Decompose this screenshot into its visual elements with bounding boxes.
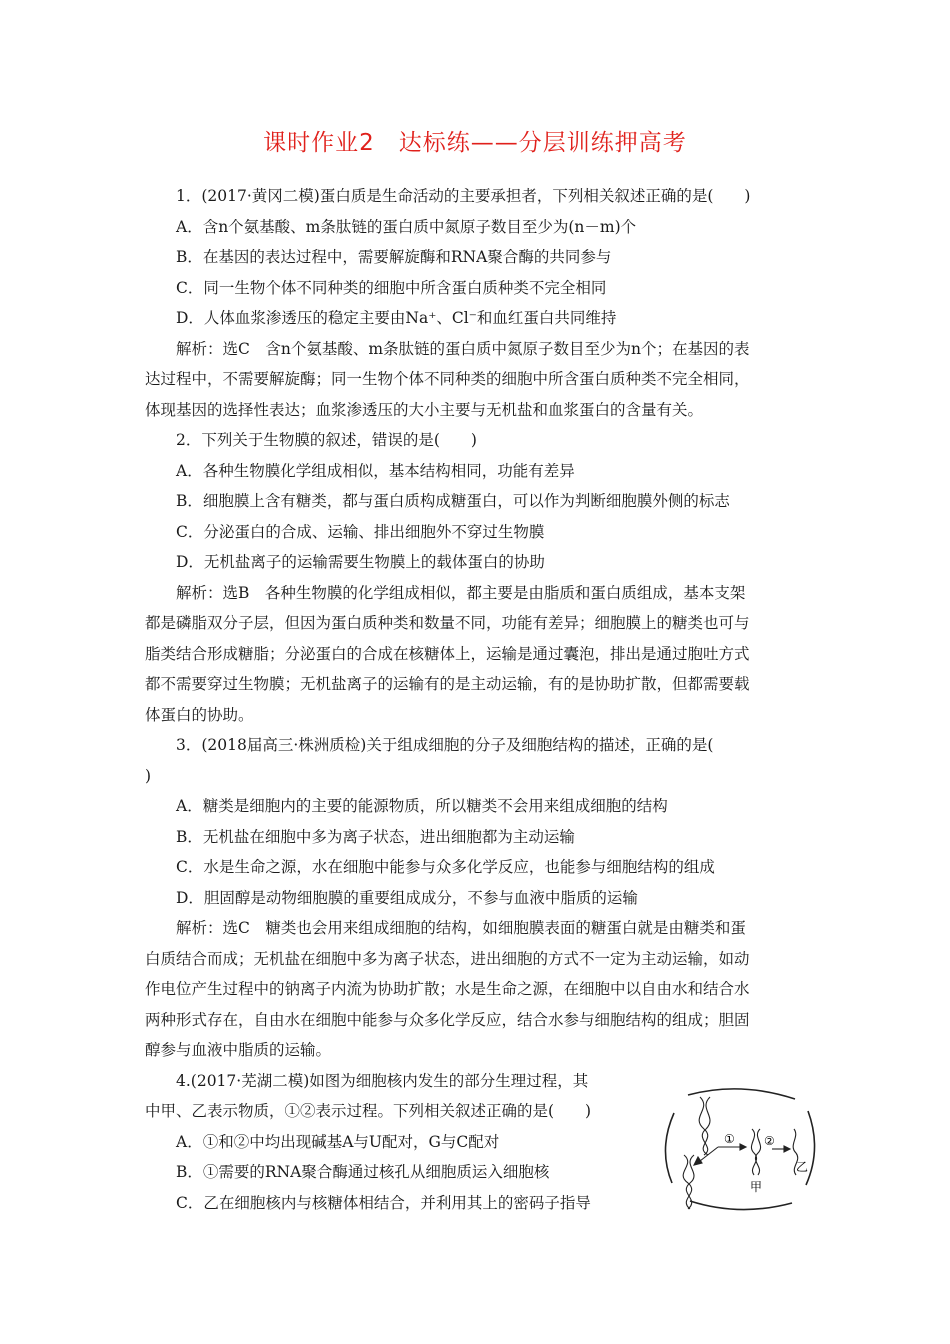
- q1-explanation-line: 体现基因的选择性表达；血浆渗透压的大小主要与无机盐和血浆蛋白的含量有关。: [145, 400, 704, 419]
- nuclear-envelope-top: [688, 1089, 795, 1099]
- q1-explanation-line: 解析：选C 含n个氨基酸、m条肽链的蛋白质中氮原子数目至少为n个；在基因的表: [176, 339, 750, 358]
- q2-explanation-line: 解析：选B 各种生物膜的化学组成相似，都主要是由脂质和蛋白质组成，基本支架: [176, 583, 746, 602]
- q3-option-c: C．水是生命之源，水在细胞中能参与众多化学反应，也能参与细胞结构的组成: [176, 858, 715, 876]
- q2-option-c: C．分泌蛋白的合成、运输、排出细胞外不穿过生物膜: [176, 522, 545, 541]
- q3-option-a: A．糖类是细胞内的主要的能源物质，所以糖类不会用来组成细胞的结构: [176, 797, 668, 815]
- q2-option-d: D．无机盐离子的运输需要生物膜上的载体蛋白的协助: [176, 553, 545, 571]
- q2-option-b: B．细胞膜上含有糖类，都与蛋白质构成糖蛋白，可以作为判断细胞膜外侧的标志: [176, 492, 730, 510]
- nucleus-diagram: [660, 1085, 820, 1213]
- process-2-label: ②: [764, 1134, 775, 1148]
- dna-upper-helix: [699, 1097, 710, 1155]
- nuclear-envelope-bottom: [690, 1201, 792, 1210]
- q1-option-d: D．人体血浆渗透压的稳定主要由Na⁺、Cl⁻和血红蛋白共同维持: [176, 309, 617, 327]
- q3-option-d: D．胆固醇是动物细胞膜的重要组成成分，不参与血液中脂质的运输: [176, 888, 638, 907]
- q1-option-c: C．同一生物个体不同种类的细胞中所含蛋白质种类不完全相同: [176, 278, 607, 297]
- gene-helix: [751, 1129, 760, 1175]
- substance-yi-label: 乙: [796, 1160, 809, 1174]
- q4-option-a: A．①和②中均出现碱基A与U配对，G与C配对: [176, 1132, 500, 1151]
- q3-explanation-line: 醇参与血液中脂质的运输。: [145, 1041, 332, 1059]
- q1-option-a: A．含n个氨基酸、m条肽链的蛋白质中氮原子数目至少为(n－m)个: [176, 217, 637, 236]
- q3-explanation-line: 作电位产生过程中的钠离子内流为协助扩散；水是生命之源，在细胞中以自由水和结合水: [145, 980, 750, 998]
- q2-explanation-line: 都不需要穿过生物膜；无机盐离子的运输有的是主动运输，有的是协助扩散，但都需要载: [145, 675, 750, 693]
- q4-stem: 4.(2017·芜湖二模)如图为细胞核内发生的部分生理过程，其: [176, 1071, 589, 1090]
- process-1-label: ①: [724, 1132, 735, 1146]
- nuclear-envelope-left: [665, 1113, 674, 1183]
- q1-option-b: B．在基因的表达过程中，需要解旋酶和RNA聚合酶的共同参与: [176, 248, 612, 266]
- q4-option-c: C．乙在细胞核内与核糖体相结合，并利用其上的密码子指导: [176, 1193, 591, 1212]
- q4-option-b: B．①需要的RNA聚合酶通过核孔从细胞质运入细胞核: [176, 1163, 550, 1181]
- q2-explanation-line: 脂类结合形成糖脂；分泌蛋白的合成在核糖体上，运输是通过囊泡，排出是通过胞吐方式: [145, 644, 750, 663]
- page-title: 课时作业2 达标练——分层训练押高考: [263, 130, 687, 156]
- q2-explanation-line: 体蛋白的协助。: [145, 705, 254, 724]
- q4-stem-cont: 中甲、乙表示物质，①②表示过程。下列相关叙述正确的是( ): [145, 1102, 592, 1120]
- dna-lower-helix: [683, 1155, 694, 1209]
- q2-explanation-line: 都是磷脂双分子层，但因为蛋白质种类和数量不同，功能有差异；细胞膜上的糖类也可与: [145, 614, 750, 632]
- q3-option-b: B．无机盐在细胞中多为离子状态，进出细胞都为主动运输: [176, 827, 575, 846]
- q3-stem: 3．(2018届高三·株洲质检)关于组成细胞的分子及细胞结构的描述，正确的是(: [176, 736, 714, 754]
- q2-option-a: A．各种生物膜化学组成相似，基本结构相同，功能有差异: [176, 461, 575, 480]
- arrow-icon: [694, 1144, 746, 1165]
- q3-explanation-line: 两种形式存在，自由水在细胞中能参与众多化学反应，结合水参与细胞结构的组成；胆固: [145, 1010, 750, 1029]
- q1-explanation-line: 达过程中，不需要解旋酶；同一生物个体不同种类的细胞中所含蛋白质种类不完全相同，: [145, 370, 750, 388]
- q3-explanation-line: 解析：选C 糖类也会用来组成细胞的结构，如细胞膜表面的糖蛋白就是由糖类和蛋: [176, 919, 746, 937]
- question-list: [145, 181, 811, 1218]
- substance-jia-label: 甲: [750, 1180, 763, 1194]
- q1-stem: 1．(2017·黄冈二模)蛋白质是生命活动的主要承担者，下列相关叙述正确的是( ): [176, 187, 751, 205]
- q3-explanation-line: 白质结合而成；无机盐在细胞中多为离子状态，进出细胞的方式不一定为主动运输，如动: [145, 949, 750, 968]
- q2-stem: 2．下列关于生物膜的叙述，错误的是( ): [176, 431, 477, 449]
- q3-stem-cont: ): [145, 766, 152, 785]
